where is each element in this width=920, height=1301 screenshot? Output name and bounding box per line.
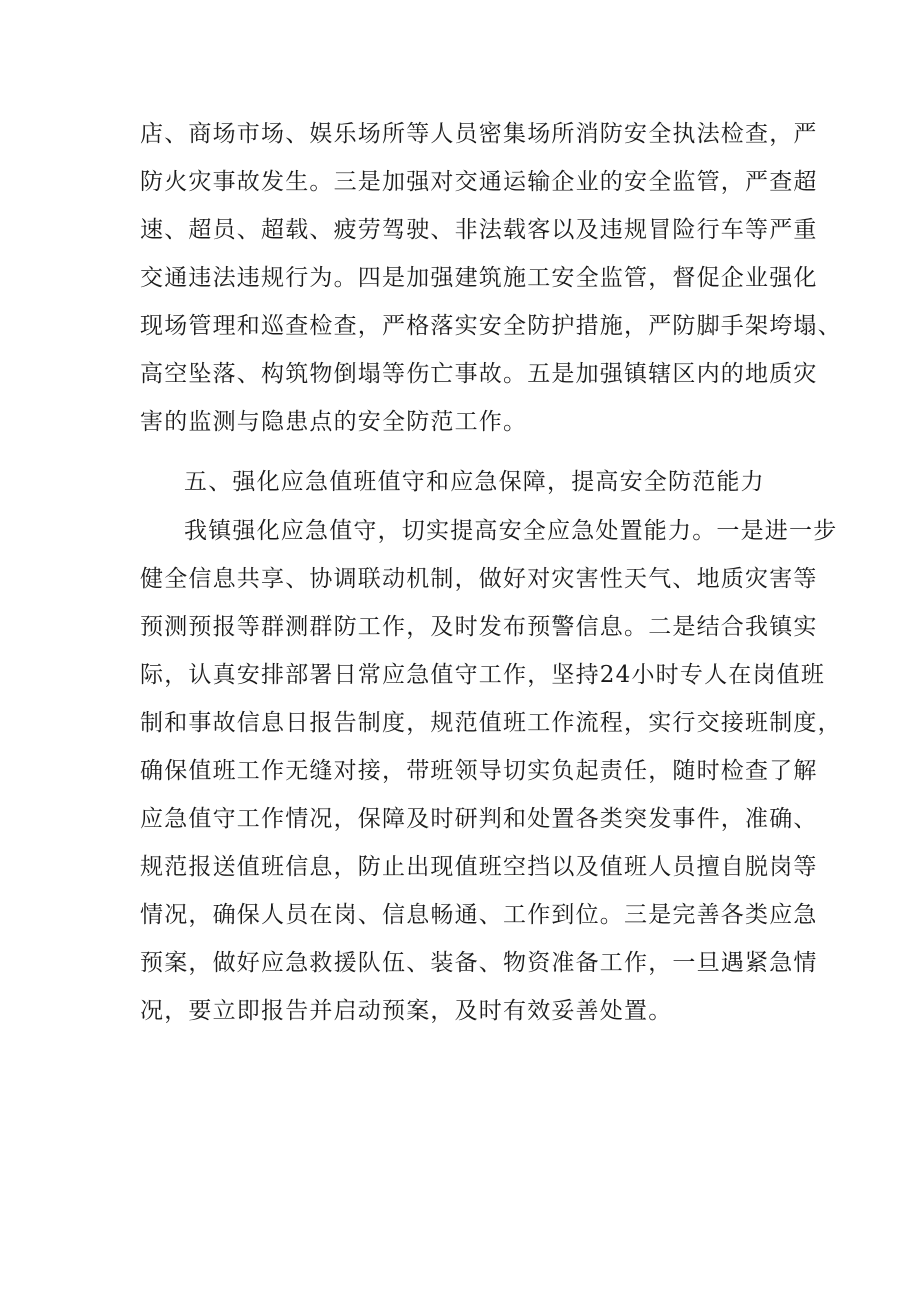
paragraph-emergency-duty [140,507,842,1035]
paragraph-line: 我镇强化应急值守，切实提高安全应急处置能力。一是进一步 [184,518,838,544]
paragraph-line: 情况，确保人员在岗、信息畅通、工作到位。三是完善各类应急 [140,902,818,928]
paragraph-line: 现场管理和巡查检查，严格落实安全防护措施，严防脚手架垮塌、 [140,313,842,339]
paragraph-line: 况，要立即报告并启动预案，及时有效妥善处置。 [140,998,673,1024]
paragraph-line: 害的监测与隐患点的安全防范工作。 [140,409,528,435]
paragraph-line: 交通违法违规行为。四是加强建筑施工安全监管，督促企业强化 [140,265,818,291]
paragraph-line: 防火灾事故发生。三是加强对交通运输企业的安全监管，严查超 [140,169,818,195]
paragraph-line: 预案，做好应急救援队伍、装备、物资准备工作，一旦遇紧急情 [140,950,818,976]
section-heading: 五、强化应急值班值守和应急保障，提高安全防范能力 [184,469,765,495]
paragraph-line: 高空坠落、构筑物倒塌等伤亡事故。五是加强镇辖区内的地质灾 [140,361,818,387]
paragraph-line: 确保值班工作无缝对接，带班领导切实负起责任，随时检查了解 [140,758,818,784]
paragraph-line: 规范报送值班信息，防止出现值班空挡以及值班人员擅自脱岗等 [140,854,818,880]
paragraph-line: 际，认真安排部署日常应急值守工作，坚持24小时专人在岗值班 [140,662,826,688]
paragraph-continuation [140,110,842,446]
paragraph-line: 健全信息共享、协调联动机制，做好对灾害性天气、地质灾害等 [140,566,818,592]
paragraph-line: 制和事故信息日报告制度，规范值班工作流程，实行交接班制度， [140,710,842,736]
paragraph-line: 预测预报等群测群防工作，及时发布预警信息。二是结合我镇实 [140,614,818,640]
paragraph-line: 速、超员、超载、疲劳驾驶、非法载客以及违规冒险行车等严重 [140,217,818,243]
paragraph-line: 店、商场市场、娱乐场所等人员密集场所消防安全执法检查，严 [140,121,818,147]
paragraph-line: 应急值守工作情况，保障及时研判和处置各类突发事件，准确、 [140,806,818,832]
